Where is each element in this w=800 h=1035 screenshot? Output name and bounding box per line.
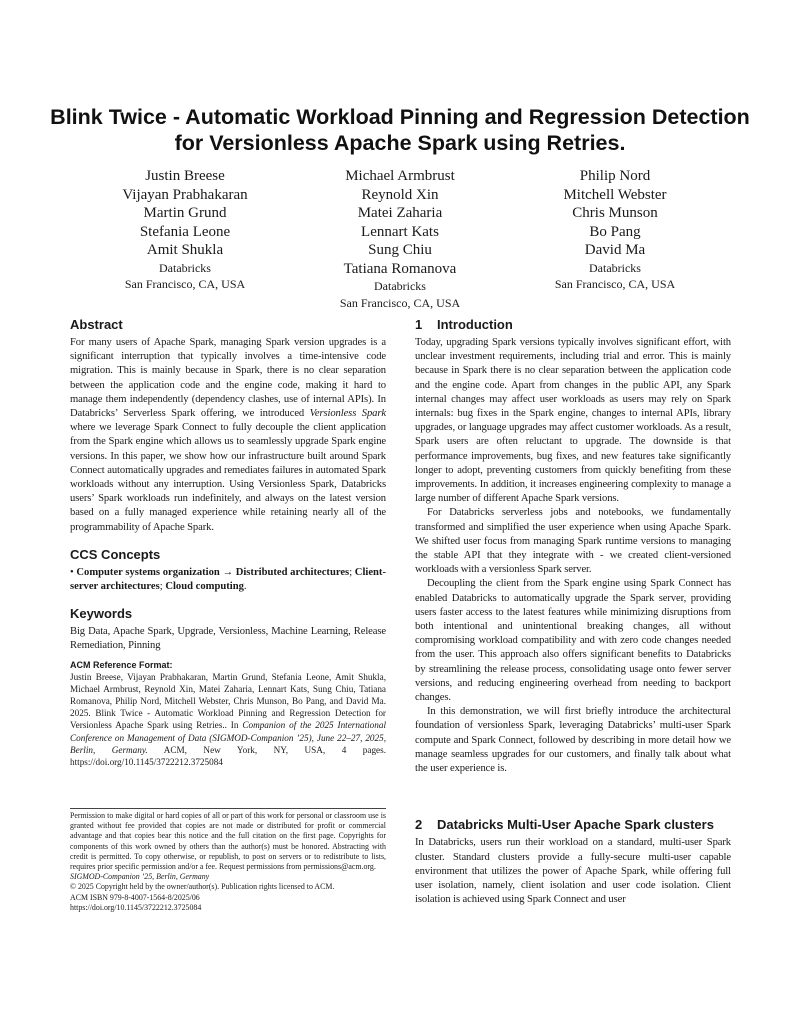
- author-affiliation: Databricks: [374, 279, 426, 293]
- author-name: Mitchell Webster: [563, 186, 667, 203]
- copyright-footnote: [70, 811, 386, 913]
- section2-heading: 2 Databricks Multi-User Apache Spark clusters: [415, 817, 714, 833]
- author-affiliation: Databricks: [589, 260, 641, 275]
- author-location: San Francisco, CA, USA: [124, 277, 246, 291]
- section2-paragraph: In Databricks, users run their workload on a standard, multi-user Spark cluster. Standard clusters provide a fully-secure multi-user capable environment that utilizes the power of Apache Spark, while offering full user isolation, namely, client isolation and user code isolation. Client isolation is achieved using Spark Connect and user: [415, 837, 731, 906]
- abstract-heading: Abstract: [70, 317, 123, 332]
- permission-notice: Permission to make digital or hard copies of all or part of this work for personal or classroom use is granted without fee provided that copies are not made or distributed for profit or commercial advantage and that copies bear this notice and the full citation on the first page. Copyrights for components of this work owned by others than the author(s) must be honored. Abstracting with credit is permitted. To copy otherwise, or republish, to post on servers or to redistribute to lists, requires prior specific permission and/or a fee. Request permissions from permissions@acm.org.: [70, 811, 386, 872]
- author-name: Martin Grund: [143, 205, 227, 221]
- reference-format-heading: ACM Reference Format:: [70, 659, 173, 670]
- author-name: Lennart Kats: [361, 223, 439, 240]
- intro-heading: 1 Introduction: [415, 317, 513, 332]
- author-column-3: [495, 167, 735, 293]
- right-column: [415, 316, 731, 907]
- author-column-1: [65, 167, 305, 293]
- author-name: Matei Zaharia: [357, 205, 443, 221]
- author-name: Sung Chiu: [368, 242, 432, 258]
- author-name: Tatiana Romanova: [343, 260, 457, 277]
- author-name: Michael Armbrust: [345, 168, 455, 184]
- reference-format-text: Justin Breese, Vijayan Prabhakaran, Martin Grund, Stefania Leone, Amit Shukla, Michael Armbrust, Reynold Xin, Matei Zaharia, Lennart Kats, Sung Chiu, Tatiana Romanova, Philip Nord, Mitchell Webster, Chris Munson, Bo Pang, and David Ma. 2025. Blink Twice - Automatic Workload Pinning and Regression Detection for Versionless Apache Spark using Retries.. In Companion of the 2025 International Conference on Management of Data (SIGMOD-Companion ’25), June 22–27, 2025, Berlin, Germany. ACM, New York, NY, USA, 4 pages. https://doi.org/10.1145/3722212.3725084: [70, 671, 387, 768]
- author-name: Reynold Xin: [361, 186, 439, 203]
- isbn-line: ACM ISBN 979-8-4007-1564-8/2025/06: [70, 892, 200, 902]
- intro-paragraph: In this demonstration, we will first briefly introduce the architectural foundation of versionless Spark, leveraging Databricks’ multi-user Spark compute and Spark Connect, followed by describing in more detail how we manage seamless upgrades for our customers, and finally talk about what the user experience is.: [415, 706, 731, 775]
- author-name: Philip Nord: [579, 168, 651, 184]
- author-affiliation: Databricks: [159, 260, 211, 275]
- left-column: [70, 316, 386, 768]
- intro-paragraph: Decoupling the client from the Spark engine using Spark Connect has enabled Databricks to automatically upgrade the Spark server, providing users faster access to the latest features while minimizing disruptions from both intentional and unintentional breaking changes, all without compromising workload compatibility and with zero code changes needed from the user. This approach also offers significant benefits to Databricks by streamlining the release process, consolidating usage onto fewer server versions, and reducing engineering overhead from needing to backport changes.: [415, 578, 731, 704]
- author-column-2: [280, 167, 520, 311]
- keywords-text: Big Data, Apache Spark, Upgrade, Versionless, Machine Learning, Release Remediation, Pinning: [70, 626, 386, 652]
- doi-line: https://doi.org/10.1145/3722212.3725084: [70, 902, 202, 912]
- author-name: Bo Pang: [589, 223, 641, 240]
- author-location: San Francisco, CA, USA: [554, 277, 676, 291]
- abstract-italic-term: Versionless Spark: [309, 408, 386, 420]
- author-name: David Ma: [584, 242, 646, 258]
- intro-paragraph: For Databricks serverless jobs and notebooks, we fundamentally transformed and simplified the user experience when using Apache Spark. We shifted user focus from managing Spark runtime versions to managing the stable API that they integrate with - we created client-versioned workloads with a versionless Spark server.: [415, 507, 731, 576]
- footnote-divider: [70, 808, 386, 809]
- abstract-text: For many users of Apache Spark, managing Spark version upgrades is a significant interruption that typically involves a time-intensive code migration. This is mainly because in Spark, there is no clear separation between the application code and the engine code, making it hard to manage them independently (dependency clashes, use of internal APIs). In Databricks’ Serverless Spark offering, we introduced Versionless Spark where we leverage Spark Connect to fully decouple the client application from the Spark engine which allows us to seamlessly upgrade Spark engine versions. In this paper, we show how our infrastructure built around Spark Connect automatically upgrades and remediates failures in automated Spark workloads without any interruption. Using Versionless Spark, Databricks users’ Spark workloads run indefinitely, and always on the latest version based on a fully managed experience while retaining nearly all of the programmability of Apache Spark.: [70, 337, 386, 533]
- ccs-heading: CCS Concepts: [70, 546, 161, 562]
- ccs-concepts: • Computer systems organization → Distributed architectures; Client-server architectures; Cloud computing.: [70, 566, 386, 593]
- keywords-heading: Keywords: [70, 606, 133, 622]
- venue-line: SIGMOD-Companion ’25, Berlin, Germany: [70, 872, 210, 882]
- author-name: Stefania Leone: [139, 223, 231, 240]
- author-name: Amit Shukla: [146, 242, 224, 258]
- author-name: Justin Breese: [145, 168, 225, 184]
- author-name: Chris Munson: [572, 205, 658, 221]
- paper-title: Blink Twice - Automatic Workload Pinning and Regression Detection for Versionless Apache Spark using Retries.: [50, 105, 750, 155]
- copyright-line: © 2025 Copyright held by the owner/author(s). Publication rights licensed to ACM.: [70, 882, 335, 892]
- intro-paragraph: Today, upgrading Spark versions typically involves significant effort, with unclear investment requirements, including trial and error. This is mainly because in Spark there is no clear separation between the application code and the engine code. Apart from changes in the public API, any Spark internal changes may affect user workloads as users may rely on Spark internals: bug fixes in the Spark engine, changes to internal APIs, library upgrades, or language upgrades may affect customer workloads. As a result, Spark users are often reluctant to upgrade. The downside is that performance improvements, bug fixes, and new features take significantly longer to adopt, preventing customers from quickly benefiting from these improvements. In addition, it increases engineering complexity to manage a large number of different Apache Spark versions.: [415, 337, 731, 505]
- author-location: San Francisco, CA, USA: [339, 295, 461, 310]
- author-name: Vijayan Prabhakaran: [122, 186, 248, 203]
